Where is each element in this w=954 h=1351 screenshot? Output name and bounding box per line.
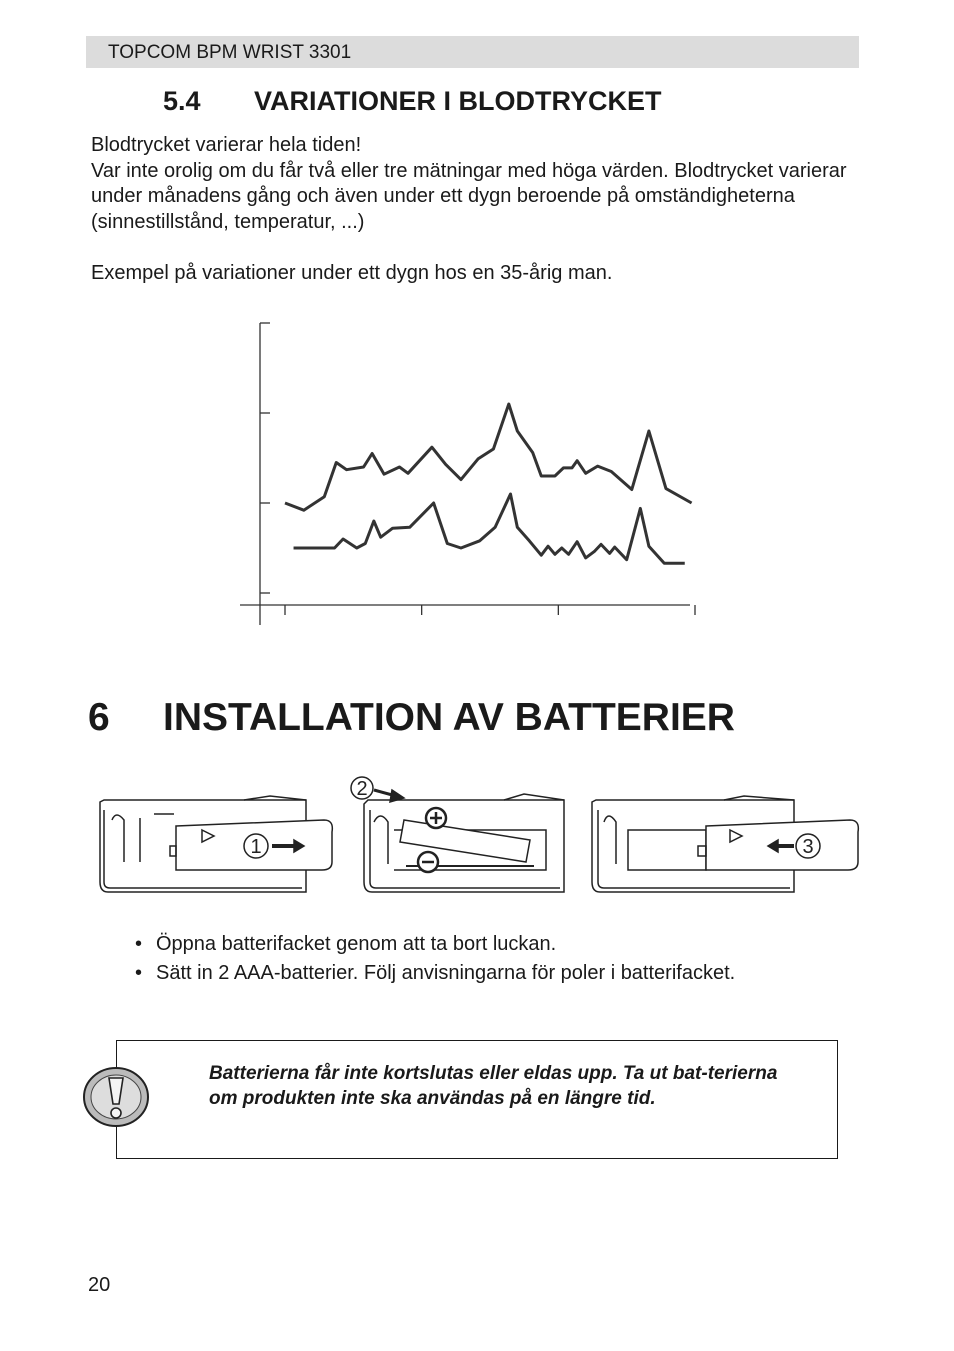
step3-number: 3 <box>802 836 814 858</box>
series-diastolic-line <box>294 494 685 563</box>
instruction-list <box>135 930 735 988</box>
x-ticks <box>285 605 695 615</box>
bullet-icon: • <box>135 962 143 984</box>
chapter-title: INSTALLATION AV BATTERIER <box>163 696 735 739</box>
bullet-icon: • <box>135 933 143 955</box>
running-header <box>86 36 859 68</box>
bullet-text: Öppna batterifacket genom att ta bort luckan. <box>156 933 557 955</box>
warning-exclamation-icon <box>82 1066 150 1128</box>
chapter-heading <box>88 696 735 740</box>
running-header-title: TOPCOM BPM WRIST 3301 <box>108 42 352 63</box>
bullet-text: Sätt in 2 AAA-batterier. Följ anvisningarna för poler i batterifacket. <box>156 962 736 984</box>
list-item <box>135 959 735 988</box>
y-ticks <box>260 323 270 593</box>
section-title: VARIATIONER I BLODTRYCKET <box>254 86 662 116</box>
step1-number: 1 <box>250 836 262 858</box>
list-item <box>135 930 735 959</box>
series-group <box>285 404 692 563</box>
step2-panel <box>364 794 564 892</box>
section-heading <box>163 86 662 117</box>
blood-pressure-chart <box>230 315 710 630</box>
step1-badge <box>244 834 268 858</box>
step1-panel <box>100 796 332 892</box>
warning-box <box>116 1040 838 1159</box>
intro-text <box>91 133 871 235</box>
battery-installation-figure <box>94 770 874 900</box>
step2-badge <box>351 777 404 802</box>
series-systolic-line <box>285 404 692 510</box>
intro-line-1: Blodtrycket varierar hela tiden! <box>91 134 362 156</box>
example-caption: Exempel på variationer under ett dygn hos en 35-årig man. <box>91 262 613 284</box>
warning-text: Batterierna får inte kortslutas eller eldas upp. Ta ut bat-terierna om produkten inte ska användas på en längre tid. <box>209 1063 778 1109</box>
chapter-number: 6 <box>88 696 110 739</box>
step3-badge <box>796 834 820 858</box>
step2-number: 2 <box>356 778 368 800</box>
page-number: 20 <box>88 1274 111 1296</box>
intro-line-2: Var inte orolig om du får två eller tre mätningar med höga värden. Blodtrycket varierar under månadens gång och även under ett dygn beroende på omständigheterna (sinnestillstånd, temperatur, ...) <box>91 159 847 233</box>
section-number: 5.4 <box>163 86 201 116</box>
